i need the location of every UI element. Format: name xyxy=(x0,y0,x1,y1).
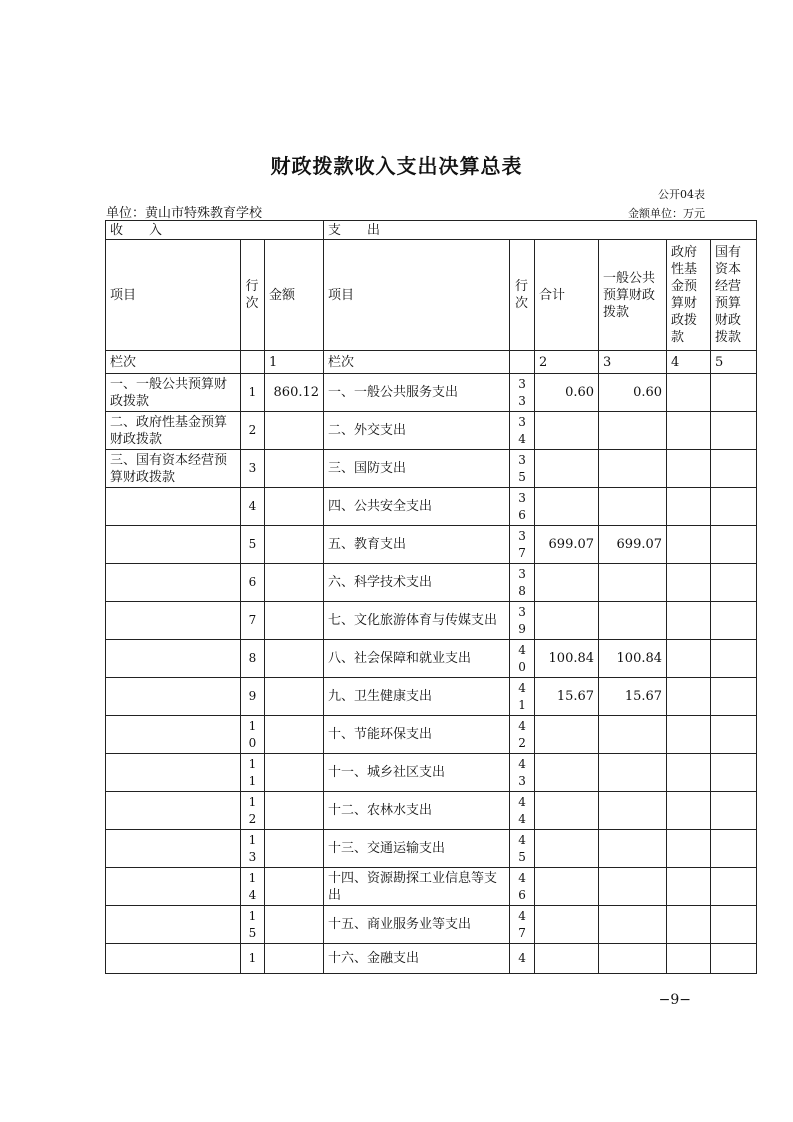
amount-cell xyxy=(265,412,324,450)
line-cell: 14 xyxy=(241,868,265,906)
income-cell xyxy=(106,678,241,716)
general-cell xyxy=(599,412,667,450)
table-row xyxy=(106,716,757,754)
fund-cell xyxy=(667,450,711,488)
appropriation-table xyxy=(105,220,757,974)
last-total xyxy=(535,944,599,974)
header-row xyxy=(106,240,757,351)
state-cell xyxy=(711,906,757,944)
fund-cell xyxy=(667,868,711,906)
total-cell xyxy=(535,602,599,640)
last-income xyxy=(106,944,241,974)
general-cell xyxy=(599,602,667,640)
state-cell xyxy=(711,640,757,678)
header-general: 一般公共预算财政拨款 xyxy=(599,240,667,351)
last-exp: 十六、金融支出 xyxy=(324,944,510,974)
expense-line-cell: 36 xyxy=(510,488,535,526)
expense-line-cell: 47 xyxy=(510,906,535,944)
line-cell: 1 xyxy=(241,374,265,412)
last-general xyxy=(599,944,667,974)
state-cell xyxy=(711,678,757,716)
state-cell xyxy=(711,374,757,412)
total-cell xyxy=(535,868,599,906)
expense-line-cell: 34 xyxy=(510,412,535,450)
amount-cell xyxy=(265,526,324,564)
general-cell xyxy=(599,868,667,906)
total-cell xyxy=(535,792,599,830)
income-cell xyxy=(106,868,241,906)
total-cell xyxy=(535,830,599,868)
amount-cell xyxy=(265,488,324,526)
table-row xyxy=(106,374,757,412)
lanci-label-2: 栏次 xyxy=(324,351,510,374)
table-row xyxy=(106,412,757,450)
expense-cell: 五、教育支出 xyxy=(324,526,510,564)
line-cell: 10 xyxy=(241,716,265,754)
line-cell: 12 xyxy=(241,792,265,830)
lanci-blank xyxy=(241,351,265,374)
total-cell xyxy=(535,564,599,602)
general-cell xyxy=(599,906,667,944)
page-title: 财政拨款收入支出决算总表 xyxy=(270,154,523,178)
fund-cell xyxy=(667,716,711,754)
line-cell: 11 xyxy=(241,754,265,792)
expense-cell: 二、外交支出 xyxy=(324,412,510,450)
general-cell xyxy=(599,488,667,526)
general-cell xyxy=(599,792,667,830)
expense-cell: 九、卫生健康支出 xyxy=(324,678,510,716)
general-cell xyxy=(599,830,667,868)
total-cell: 0.60 xyxy=(535,374,599,412)
total-cell: 699.07 xyxy=(535,526,599,564)
table-row xyxy=(106,830,757,868)
total-cell: 100.84 xyxy=(535,640,599,678)
amount-cell xyxy=(265,868,324,906)
expense-line-cell: 42 xyxy=(510,716,535,754)
table-row xyxy=(106,450,757,488)
state-cell xyxy=(711,868,757,906)
table-row xyxy=(106,640,757,678)
table-row xyxy=(106,754,757,792)
fund-cell xyxy=(667,602,711,640)
state-cell xyxy=(711,488,757,526)
line-cell: 3 xyxy=(241,450,265,488)
state-cell xyxy=(711,792,757,830)
state-cell xyxy=(711,716,757,754)
lanci-5: 5 xyxy=(711,351,757,374)
expense-line-cell: 35 xyxy=(510,450,535,488)
income-cell: 一、一般公共预算财政拨款 xyxy=(106,374,241,412)
amount-cell xyxy=(265,830,324,868)
unit-name: 单位：黄山市特殊教育学校 xyxy=(106,206,263,221)
fund-cell xyxy=(667,488,711,526)
general-cell: 100.84 xyxy=(599,640,667,678)
header-total: 合计 xyxy=(535,240,599,351)
header-amount: 金额 xyxy=(265,240,324,351)
line-cell: 8 xyxy=(241,640,265,678)
amount-cell xyxy=(265,716,324,754)
income-cell xyxy=(106,792,241,830)
expense-cell: 十、节能环保支出 xyxy=(324,716,510,754)
expense-line-cell: 37 xyxy=(510,526,535,564)
total-cell xyxy=(535,906,599,944)
last-amount xyxy=(265,944,324,974)
general-cell: 15.67 xyxy=(599,678,667,716)
amount-cell: 860.12 xyxy=(265,374,324,412)
fund-cell xyxy=(667,374,711,412)
section-expense: 支 出 xyxy=(324,221,757,240)
income-cell xyxy=(106,830,241,868)
expense-cell: 七、文化旅游体育与传媒支出 xyxy=(324,602,510,640)
state-cell xyxy=(711,412,757,450)
expense-cell: 十五、商业服务业等支出 xyxy=(324,906,510,944)
income-cell xyxy=(106,640,241,678)
general-cell xyxy=(599,716,667,754)
expense-line-cell: 33 xyxy=(510,374,535,412)
fund-cell xyxy=(667,526,711,564)
table-row xyxy=(106,564,757,602)
table-row xyxy=(106,868,757,906)
state-cell xyxy=(711,450,757,488)
fund-cell xyxy=(667,640,711,678)
expense-cell: 三、国防支出 xyxy=(324,450,510,488)
total-cell xyxy=(535,412,599,450)
amount-cell xyxy=(265,678,324,716)
income-cell xyxy=(106,564,241,602)
expense-cell: 十一、城乡社区支出 xyxy=(324,754,510,792)
expense-line-cell: 38 xyxy=(510,564,535,602)
amount-cell xyxy=(265,640,324,678)
lanci-3: 3 xyxy=(599,351,667,374)
last-line: 1 xyxy=(241,944,265,974)
lanci-label: 栏次 xyxy=(106,351,241,374)
state-cell xyxy=(711,754,757,792)
line-cell: 7 xyxy=(241,602,265,640)
last-fund xyxy=(667,944,711,974)
expense-cell: 十三、交通运输支出 xyxy=(324,830,510,868)
lanci-4: 4 xyxy=(667,351,711,374)
amount-cell xyxy=(265,906,324,944)
header-line: 行次 xyxy=(241,240,265,351)
line-cell: 2 xyxy=(241,412,265,450)
header-state: 国有资本经营预算财政拨款 xyxy=(711,240,757,351)
table-row xyxy=(106,906,757,944)
expense-line-cell: 41 xyxy=(510,678,535,716)
line-cell: 15 xyxy=(241,906,265,944)
expense-line-cell: 40 xyxy=(510,640,535,678)
state-cell xyxy=(711,564,757,602)
income-cell xyxy=(106,754,241,792)
income-cell: 三、国有资本经营预算财政拨款 xyxy=(106,450,241,488)
line-cell: 6 xyxy=(241,564,265,602)
income-cell: 二、政府性基金预算财政拨款 xyxy=(106,412,241,450)
amount-cell xyxy=(265,564,324,602)
state-cell xyxy=(711,602,757,640)
general-cell xyxy=(599,564,667,602)
header-exp-item: 项目 xyxy=(324,240,510,351)
expense-line-cell: 39 xyxy=(510,602,535,640)
line-cell: 9 xyxy=(241,678,265,716)
fund-cell xyxy=(667,754,711,792)
table-row xyxy=(106,526,757,564)
lanci-2: 2 xyxy=(535,351,599,374)
income-cell xyxy=(106,716,241,754)
total-cell: 15.67 xyxy=(535,678,599,716)
expense-cell: 四、公共安全支出 xyxy=(324,488,510,526)
total-cell xyxy=(535,754,599,792)
income-cell xyxy=(106,526,241,564)
money-unit: 金额单位：万元 xyxy=(628,207,705,220)
page-number: −9− xyxy=(658,992,691,1008)
amount-cell xyxy=(265,450,324,488)
fund-cell xyxy=(667,564,711,602)
general-cell: 699.07 xyxy=(599,526,667,564)
expense-cell: 八、社会保障和就业支出 xyxy=(324,640,510,678)
line-cell: 13 xyxy=(241,830,265,868)
total-cell xyxy=(535,450,599,488)
table-row xyxy=(106,792,757,830)
expense-cell: 十四、资源勘探工业信息等支出 xyxy=(324,868,510,906)
expense-line-cell: 45 xyxy=(510,830,535,868)
last-state xyxy=(711,944,757,974)
total-cell xyxy=(535,716,599,754)
fund-cell xyxy=(667,792,711,830)
expense-cell: 六、科学技术支出 xyxy=(324,564,510,602)
general-cell: 0.60 xyxy=(599,374,667,412)
header-fund: 政府性基金预算财政拨款 xyxy=(667,240,711,351)
fund-cell xyxy=(667,906,711,944)
table-row-last xyxy=(106,944,757,974)
expense-cell: 一、一般公共服务支出 xyxy=(324,374,510,412)
last-exp-line: 4 xyxy=(510,944,535,974)
section-row xyxy=(106,221,757,240)
lanci-blank-2 xyxy=(510,351,535,374)
amount-cell xyxy=(265,602,324,640)
fund-cell xyxy=(667,412,711,450)
header-item: 项目 xyxy=(106,240,241,351)
table-row xyxy=(106,488,757,526)
expense-line-cell: 46 xyxy=(510,868,535,906)
amount-cell xyxy=(265,754,324,792)
column-number-row xyxy=(106,351,757,374)
income-cell xyxy=(106,488,241,526)
state-cell xyxy=(711,830,757,868)
total-cell xyxy=(535,488,599,526)
fund-cell xyxy=(667,830,711,868)
expense-line-cell: 44 xyxy=(510,792,535,830)
section-income: 收 入 xyxy=(106,221,324,240)
income-cell xyxy=(106,906,241,944)
general-cell xyxy=(599,754,667,792)
state-cell xyxy=(711,526,757,564)
income-cell xyxy=(106,602,241,640)
table-row xyxy=(106,678,757,716)
amount-cell xyxy=(265,792,324,830)
expense-line-cell: 43 xyxy=(510,754,535,792)
general-cell xyxy=(599,450,667,488)
lanci-1: 1 xyxy=(265,351,324,374)
form-number: 公开04表 xyxy=(658,188,705,201)
table-row xyxy=(106,602,757,640)
fund-cell xyxy=(667,678,711,716)
expense-cell: 十二、农林水支出 xyxy=(324,792,510,830)
header-exp-line: 行次 xyxy=(510,240,535,351)
line-cell: 4 xyxy=(241,488,265,526)
line-cell: 5 xyxy=(241,526,265,564)
